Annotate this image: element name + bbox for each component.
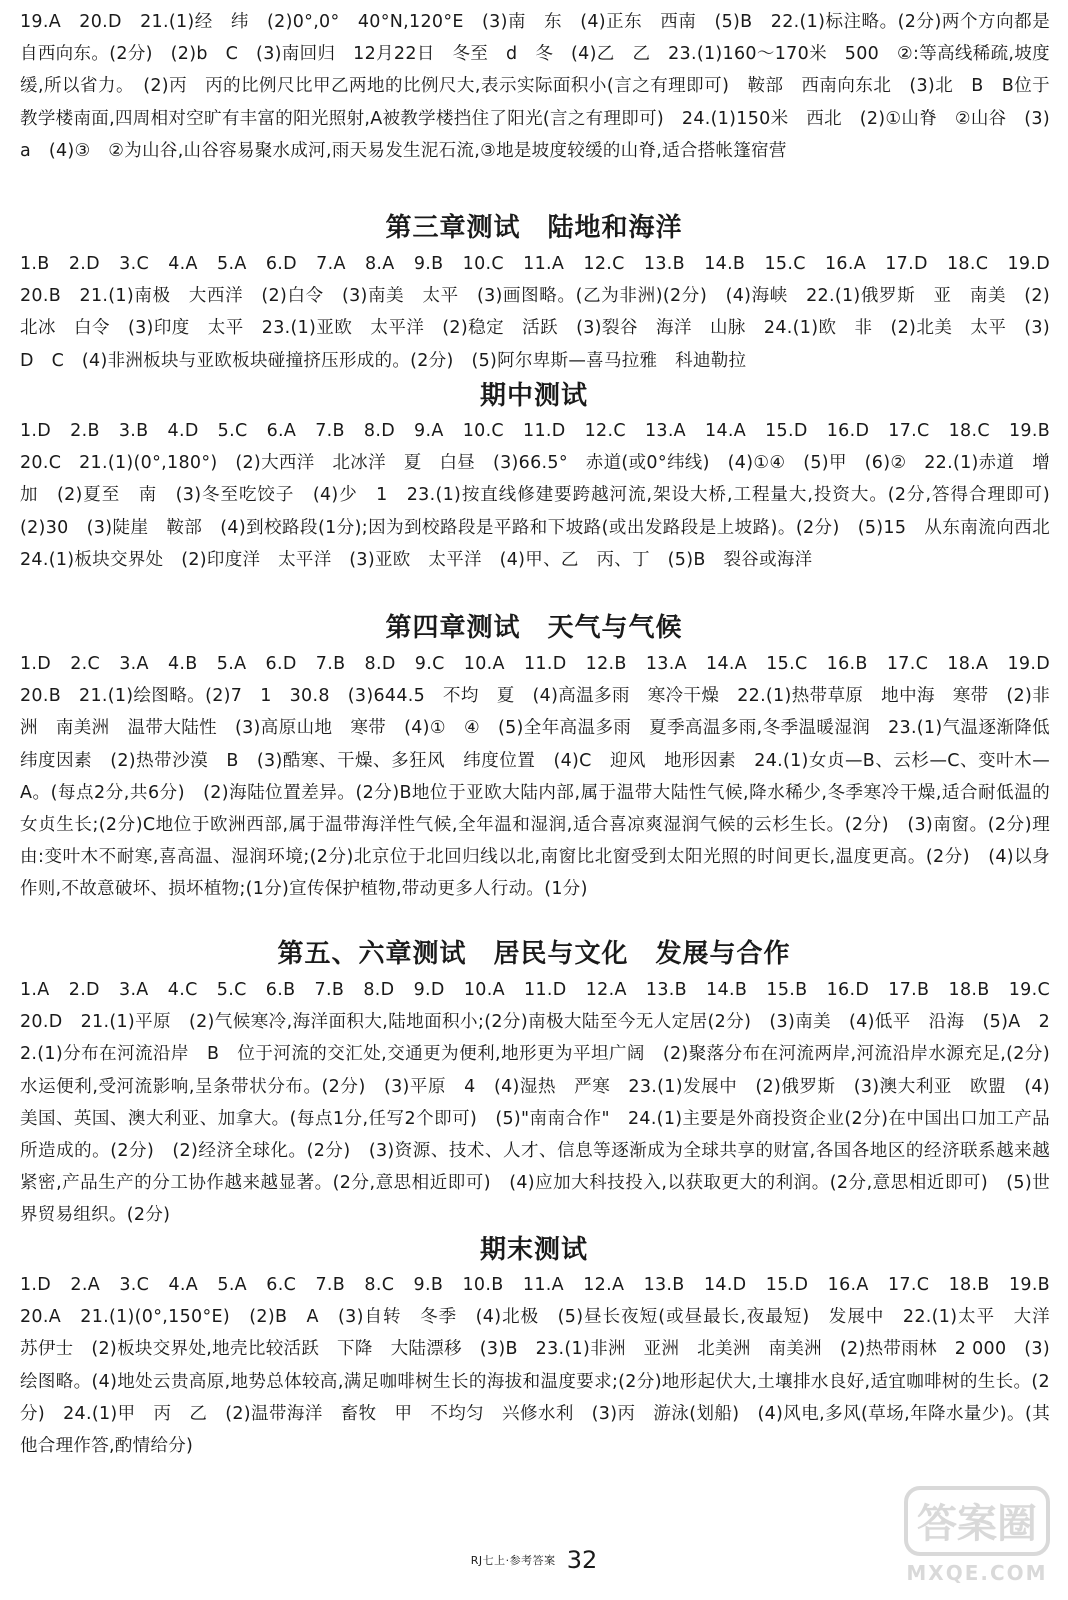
final-exam-answers: 1.D 2.A 3.C 4.A 5.A 6.C 7.B 8.C 9.B 10.B 11.A 12.A 13.B 14.D 15.D 16.A 17.C 18.B 19.B 20.A 21.(1)(0°,150°E) (2)B A (3)自转 冬季 (4)北极 (5)昼长夜短(或昼最长,夜最短) 发展中 22.(1)太平 大洋 苏伊士 (2)板块交界处,地壳比较活跃 下降 大陆漂移 (3)B 23.(1)非洲 亚洲 北美洲 南美洲 (2)热带雨林 2 000 (3)绘图略。(4)地处云贵高原,地势总体较高,满足咖啡树生长的海拔和温度要求;(2分)地形起伏大,土壤排水良好,适宜咖啡树的生长。(2分) 24.(1)甲 丙 乙 (2)温带海洋 畜牧 甲 不均匀 兴修水利 (3)丙 游泳(划船) (4)风电,多风(草场,年降水量少)。(其他合理作答,酌情给分) xyxy=(20,1275,1068,1457)
section-heading-chapter-four: 第四章测试 天气与气候 xyxy=(385,613,683,643)
watermark-site-text: MXQE.COM xyxy=(906,1561,1048,1585)
page-number: 32 xyxy=(566,1546,598,1574)
section-heading-final-exam: 期末测试 xyxy=(479,1235,588,1265)
watermark-logo xyxy=(902,1484,1052,1588)
chapter-two-answers-continued: 19.A 20.D 21.(1)经 纬 (2)0°,0° 40°N,120°E (3)南 东 (4)正东 西南 (5)B 22.(1)标注略。(2分)两个方向都是自西向东。(2分) (2)b C (3)南回归 12月22日 冬至 d 冬 (4)乙 乙 23.(1)160～170米 500 ②:等高线稀疏,坡度缓,所以省力。 (2)丙 丙的比例尺比甲乙两地的比例尺大,表示实际面积小(言之有理即可) 鞍部 西南向东北 (3)北 B B位于教学楼南面,四周相对空旷有丰富的阳光照射,A被教学楼挡住了阳光(言之有理即可) 24.(1)150米 西北 (2)①山脊 ②山谷 (3)a (4)③ ②为山谷,山谷容易聚水成河,雨天易发生泥石流,③地是坡度较缓的山脊,适合搭帐篷宿营 xyxy=(20,12,1050,161)
watermark-logo-text: 答案圈 xyxy=(917,1501,1037,1547)
chapter-three-answers: 1.B 2.D 3.C 4.A 5.A 6.D 7.A 8.A 9.B 10.C 11.A 12.C 13.B 14.B 15.C 16.A 17.D 18.C 19.D 20.B 21.(1)南极 大西洋 (2)白令 (3)南美 太平 (3)画图略。(乙为非洲)(2分) (4)海峡 22.(1)俄罗斯 亚 南美 (2)北冰 白令 (3)印度 太平 23.(1)亚欧 太平洋 (2)稳定 活跃 (3)裂谷 海洋 山脉 24.(1)欧 非 (2)北美 太平 (3)D C (4)非洲板块与亚欧板块碰撞挤压形成的。(2分) (5)阿尔卑斯—喜马拉雅 科迪勒拉 xyxy=(20,254,1068,371)
midterm-answers: 1.D 2.B 3.B 4.D 5.C 6.A 7.B 8.D 9.A 10.C 11.D 12.C 13.A 14.A 15.D 16.D 17.C 18.C 19.B 20.C 21.(1)(0°,180°) (2)大西洋 北冰洋 夏 白昼 (3)66.5° 赤道(或0°纬线) (4)①④ (5)甲 (6)② 22.(1)赤道 增加 (2)夏至 南 (3)冬至吃饺子 (4)少 1 23.(1)按直线修建要跨越河流,架设大桥,工程量大,投资大。(2分,答得合理即可) (2)30 (3)陡崖 鞍部 (4)到校路段(1分);因为到校路段是平路和下坡路(或出发路段是上坡路)。(2分) (5)15 从东南流向西北 24.(1)板块交界处 (2)印度洋 太平洋 (3)亚欧 太平洋 (4)甲、乙 丙、丁 (5)B 裂谷或海洋 xyxy=(20,421,1068,570)
footer-label: RJ七上·参考答案 xyxy=(470,1554,556,1567)
section-heading-chapters-five-six: 第五、六章测试 居民与文化 发展与合作 xyxy=(277,939,791,969)
section-heading-midterm: 期中测试 xyxy=(479,381,588,411)
section-heading-chapter-three: 第三章测试 陆地和海洋 xyxy=(385,213,683,243)
chapter-four-answers: 1.D 2.C 3.A 4.B 5.A 6.D 7.B 8.D 9.C 10.A 11.D 12.B 13.A 14.A 15.C 16.B 17.C 18.A 19.D 20.B 21.(1)绘图略。(2)7 1 30.8 (3)644.5 不均 夏 (4)高温多雨 寒冷干燥 22.(1)热带草原 地中海 寒带 (2)非洲 南美洲 温带大陆性 (3)高原山地 寒带 (4)① ④ (5)全年高温多雨 夏季高温多雨,冬季温暖湿润 23.(1)气温逐渐降低 纬度因素 (2)热带沙漠 B (3)酷寒、干燥、多狂风 纬度位置 (4)C 迎风 地形因素 24.(1)女贞—B、云杉—C、变叶木—A。(每点2分,共6分) (2)海陆位置差异。(2分)B地位于亚欧大陆内部,属于温带大陆性气候,降水稀少,冬季寒冷干燥,适合耐低温的女贞生长;(2分)C地位于欧洲西部,属于温带海洋性气候,全年温和湿润,适合喜凉爽湿润气候的云杉生长。(2分) (3)南窗。(2分)理由:变叶木不耐寒,喜高温、湿润环境;(2分)北京位于北回归线以北,南窗比北窗受到太阳光照的时间更长,温度更高。(2分) (4)以身作则,不故意破坏、损坏植物;(1分)宣传保护植物,带动更多人行动。(1分) xyxy=(20,654,1068,900)
chapters-five-six-answers: 1.A 2.D 3.A 4.C 5.C 6.B 7.B 8.D 9.D 10.A 11.D 12.A 13.B 14.B 15.B 16.D 17.B 18.B 19.C 20.D 21.(1)平原 (2)气候寒冷,海洋面积大,陆地面积小;(2分)南极大陆至今无人定居(2分) (3)南美 (4)低平 沿海 (5)A 22.(1)分布在河流沿岸 B 位于河流的交汇处,交通更为便利,地形更为平坦广阔 (2)聚落分布在河流两岸,河流沿岸水源充足,(2分)水运便利,受河流影响,呈条带状分布。(2分) (3)平原 4 (4)湿热 严寒 23.(1)发展中 (2)俄罗斯 (3)澳大利亚 欧盟 (4)美国、英国、澳大利亚、加拿大。(每点1分,任写2个即可) (5)"南南合作" 24.(1)主要是外商投资企业(2分)在中国出口加工产品所造成的。(2分) (2)经济全球化。(2分) (3)资源、技术、人才、信息等逐渐成为全球共享的财富,各国各地区的经济联系越来越紧密,产品生产的分工协作越来越显著。(2分,意思相近即可) (4)应加大科技投入,以获取更大的利润。(2分,意思相近即可) (5)世界贸易组织。(2分) xyxy=(20,980,1068,1226)
